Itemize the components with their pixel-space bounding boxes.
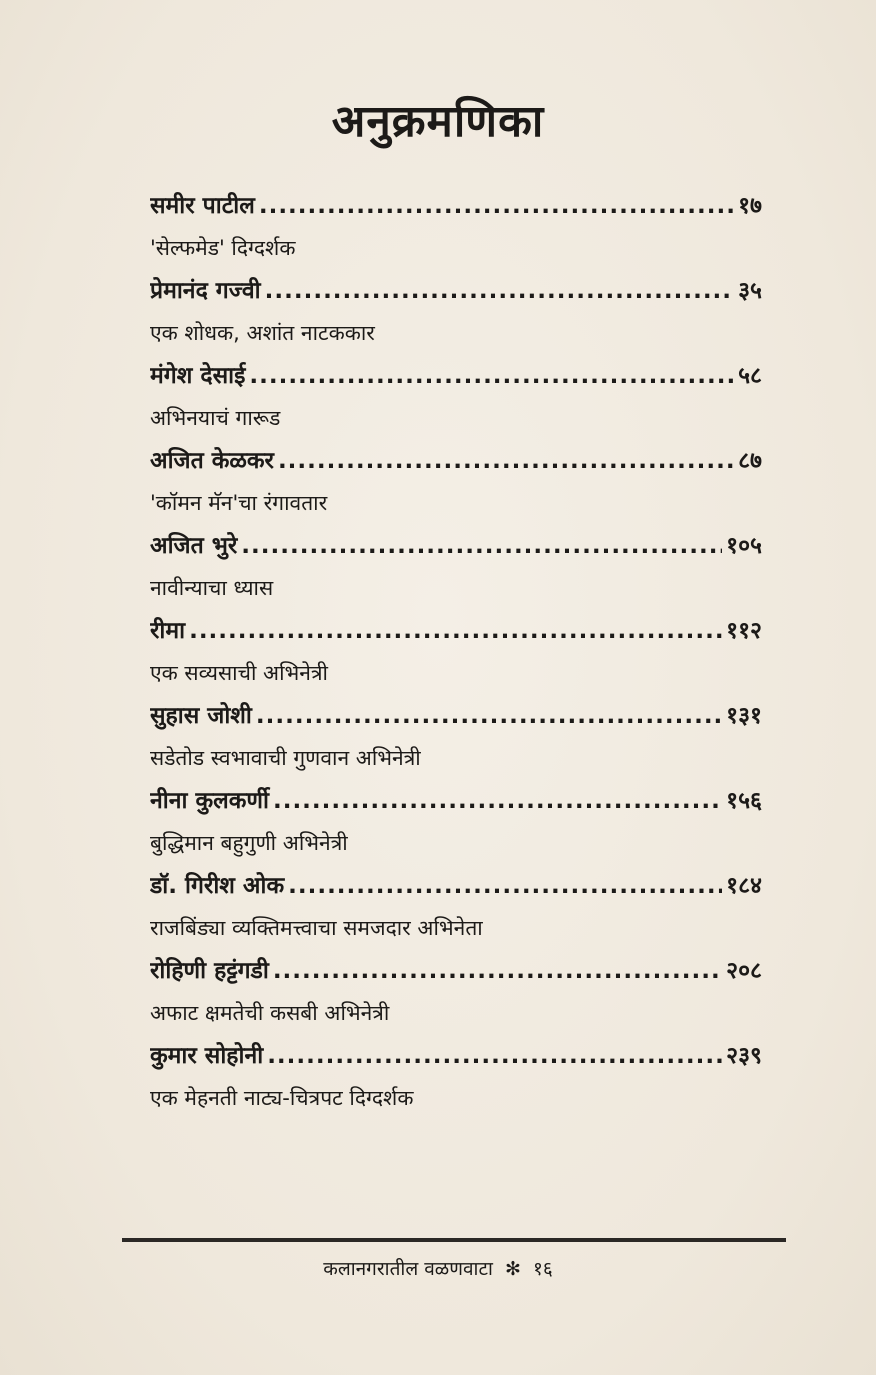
toc-entry-subtitle: सडेतोड स्वभावाची गुणवान अभिनेत्री (150, 746, 421, 770)
toc-entry-row (150, 273, 762, 309)
toc-entry-row (150, 868, 762, 904)
toc-entry-row (150, 783, 762, 819)
toc-entry-page: २३९ (726, 1043, 762, 1069)
toc-entry-page: १७ (738, 193, 762, 219)
toc-entry (150, 273, 762, 358)
toc-entry-subtitle: एक मेहनती नाट्य-चित्रपट दिग्दर्शक (150, 1086, 414, 1110)
dot-leader (278, 443, 734, 479)
page-title: अनुक्रमणिका (331, 96, 545, 147)
toc-entry (150, 358, 762, 443)
toc-entry-name: रीमा (150, 618, 186, 644)
footer-book-title: कलानगरातील वळणवाटा (323, 1258, 493, 1280)
toc-entry-page: २०८ (726, 958, 762, 984)
toc-entry-row (150, 613, 762, 649)
dot-leader (249, 358, 734, 394)
footer-page-number: १६ (532, 1258, 553, 1280)
toc-entry-page: १८४ (726, 873, 762, 899)
toc-entry (150, 1038, 762, 1123)
toc-entry-subtitle: एक सव्यसाची अभिनेत्री (150, 661, 328, 685)
toc-entry-subtitle: अभिनयाचं गारूड (150, 406, 281, 430)
dot-leader (241, 528, 722, 564)
toc-entry-subtitle: 'सेल्फमेड' दिग्दर्शक (150, 236, 296, 260)
toc-entry (150, 868, 762, 953)
footer-rule (122, 1238, 786, 1242)
toc-entry-page: ३५ (738, 278, 762, 304)
toc-entry (150, 188, 762, 273)
toc-entry-name: कुमार सोहोनी (150, 1043, 264, 1069)
toc-entry-page: ८७ (738, 448, 762, 474)
toc-entry-row (150, 698, 762, 734)
dot-leader (259, 188, 734, 224)
dot-leader (265, 273, 734, 309)
toc-entry-page: ५८ (738, 363, 762, 389)
footer-separator: ✻ (505, 1258, 521, 1280)
toc-entry-name: डॉ. गिरीश ओक (150, 873, 285, 899)
page-footer (0, 1252, 876, 1286)
toc-entry (150, 613, 762, 698)
toc-entry-row (150, 528, 762, 564)
toc-entry-name: प्रेमानंद गज्वी (150, 278, 261, 304)
dot-leader (256, 698, 722, 734)
toc-entry-row (150, 188, 762, 224)
toc-entry-page: ११२ (726, 618, 762, 644)
toc-entry-subtitle: 'कॉमन मॅन'चा रंगावतार (150, 491, 328, 515)
toc-entry-row (150, 358, 762, 394)
toc-entry-subtitle: अफाट क्षमतेची कसबी अभिनेत्री (150, 1001, 390, 1025)
toc-entry-subtitle: एक शोधक, अशांत नाटककार (150, 321, 375, 345)
toc-entry-row (150, 443, 762, 479)
toc-entry-name: मंगेश देसाई (150, 363, 246, 389)
toc-entry-subtitle: राजबिंड्या व्यक्तिमत्त्वाचा समजदार अभिनेता (150, 916, 483, 940)
toc-entry (150, 443, 762, 528)
toc-entry (150, 783, 762, 868)
toc-entry-name: अजित भुरे (150, 533, 238, 559)
toc-entry-subtitle: बुद्धिमान बहुगुणी अभिनेत्री (150, 831, 348, 855)
toc-entry-name: समीर पाटील (150, 193, 255, 219)
toc-entry-name: अजित केळकर (150, 448, 274, 474)
dot-leader (288, 868, 722, 904)
toc-entry-page: १३१ (726, 703, 762, 729)
toc-entry (150, 528, 762, 613)
dot-leader (273, 783, 722, 819)
toc-entry-row (150, 1038, 762, 1074)
dot-leader (273, 953, 722, 989)
toc-entry (150, 698, 762, 783)
toc-entry-page: १०५ (726, 533, 762, 559)
toc-entry-row (150, 953, 762, 989)
toc-entry-name: रोहिणी हट्टंगडी (150, 958, 269, 984)
toc-entry (150, 953, 762, 1038)
toc-entry-page: १५६ (726, 788, 762, 814)
dot-leader (267, 1038, 722, 1074)
toc-entry-name: नीना कुलकर्णी (150, 788, 269, 814)
dot-leader (189, 613, 722, 649)
toc-entry-subtitle: नावीन्याचा ध्यास (150, 576, 274, 600)
toc-entry-name: सुहास जोशी (150, 703, 252, 729)
